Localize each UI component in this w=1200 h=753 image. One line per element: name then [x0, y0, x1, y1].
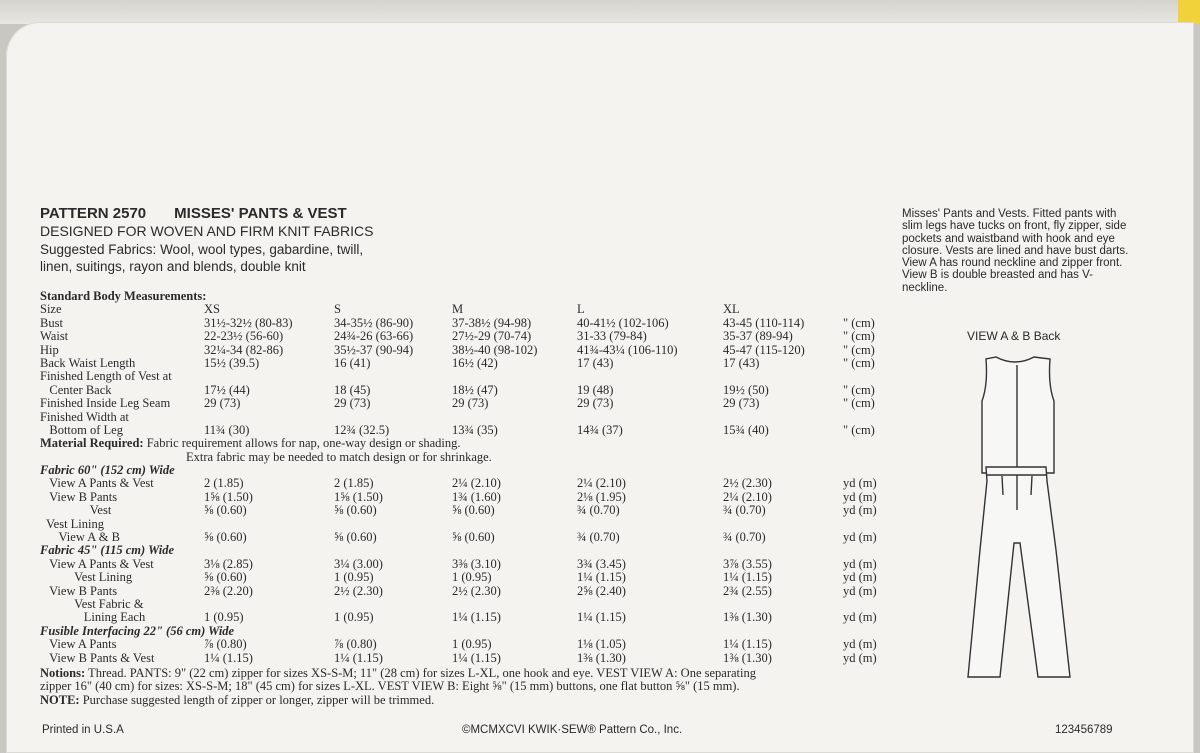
table-cell: 37-38½ (94-98): [452, 315, 532, 330]
table-cell: 27½-29 (70-74): [452, 329, 532, 344]
table-cell: 2½ (2.30): [723, 476, 772, 491]
table-row: [40, 652, 920, 665]
table-cell: ¾ (0.70): [723, 503, 766, 518]
table-cell: ¾ (0.70): [577, 530, 620, 545]
table-cell: 1⅜ (1.30): [723, 650, 772, 665]
yellow-corner-tag: [1178, 0, 1200, 24]
garment-back-drawing: [930, 345, 1100, 685]
table-cell: Vest Lining: [40, 570, 133, 585]
table-cell: 2 (1.85): [334, 476, 374, 491]
table-cell: 22-23½ (56-60): [204, 329, 284, 344]
table-cell: ¾ (0.70): [723, 530, 766, 545]
suggested-fabrics: Suggested Fabrics: Wool, wool types, gabardine, twill, linen, suitings, rayon and blends, double knit: [40, 242, 364, 274]
dart-left: [1002, 476, 1003, 495]
table-cell: yd (m): [843, 556, 877, 571]
table-cell: " (cm): [843, 355, 875, 370]
table-cell: 16 (41): [334, 355, 371, 370]
table-heading: Standard Body Measurements:: [40, 289, 207, 303]
table-cell: 29 (73): [577, 396, 614, 411]
fusible-rows: [40, 638, 920, 665]
table-row: [40, 558, 920, 571]
pattern-title: MISSES' PANTS & VEST: [174, 205, 347, 222]
pattern-code: 123456789: [1055, 724, 1113, 736]
measurement-table: [40, 290, 920, 665]
table-cell: yd (m): [843, 530, 877, 545]
table-cell: 35½-37 (90-94): [334, 342, 414, 357]
table-cell: 2¼ (2.10): [577, 476, 626, 491]
table-row: [40, 397, 920, 410]
table-cell: yd (m): [843, 489, 877, 504]
table-cell: Waist: [40, 329, 69, 344]
table-cell: 17 (43): [577, 355, 614, 370]
table-cell: XL: [723, 302, 740, 317]
material-note: Extra fabric may be needed to match design or for shrinkage.: [186, 449, 492, 464]
table-cell: 14¾ (37): [577, 422, 623, 437]
table-cell: " (cm): [843, 342, 875, 357]
fusible-heading: Fusible Interfacing 22" (56 cm) Wide: [40, 623, 235, 638]
table-cell: yd (m): [843, 637, 877, 652]
table-row: [40, 598, 920, 611]
table-cell: 18½ (47): [452, 382, 498, 397]
designed-for: DESIGNED FOR WOVEN AND FIRM KNIT FABRICS: [40, 223, 374, 239]
table-cell: 40-41½ (102-106): [577, 315, 669, 330]
table-cell: " (cm): [843, 329, 875, 344]
table-cell: View A Pants & Vest: [40, 476, 154, 491]
table-cell: " (cm): [843, 382, 875, 397]
table-cell: 1⅜ (1.30): [577, 650, 626, 665]
table-cell: 38½-40 (98-102): [452, 342, 538, 357]
fabric-45-rows: [40, 558, 920, 625]
table-cell: 1¼ (1.15): [452, 650, 501, 665]
table-cell: ⅝ (0.60): [334, 530, 377, 545]
table-cell: 2⅝ (2.40): [577, 583, 626, 598]
table-cell: yd (m): [843, 650, 877, 665]
table-cell: Vest Lining: [40, 516, 105, 531]
table-cell: Bottom of Leg: [40, 422, 123, 437]
vest-outline: [982, 357, 1054, 473]
dart-right: [1031, 476, 1032, 495]
view-label: VIEW A & B Back: [967, 329, 1061, 343]
garment-description: Misses' Pants and Vests. Fitted pants with slim legs have tucks on front, fly zipper, side pockets and waistband with hook and eye closure. Vests are lined and have bust darts. View A has round neckline and zipper front. View B is double breasted and has V-neckline.: [902, 208, 1129, 294]
table-cell: 1¼ (1.15): [204, 650, 253, 665]
table-cell: 1 (0.95): [334, 610, 374, 625]
top-strip: [0, 0, 1200, 24]
table-row: [40, 330, 920, 343]
fabric-60-heading: Fabric 60" (152 cm) Wide: [40, 463, 175, 478]
table-row: [40, 317, 920, 330]
table-cell: 2¼ (2.10): [452, 476, 501, 491]
table-cell: 1¾ (1.60): [452, 489, 501, 504]
table-cell: " (cm): [843, 396, 875, 411]
copyright: ©MCMXCVI KWIK·SEW® Pattern Co., Inc.: [462, 724, 683, 736]
table-cell: Back Waist Length: [40, 355, 136, 370]
table-cell: 2 (1.85): [204, 476, 244, 491]
table-cell: yd (m): [843, 503, 877, 518]
table-cell: 17½ (44): [204, 382, 250, 397]
table-cell: Bust: [40, 315, 63, 330]
body-measurement-rows: [40, 303, 920, 437]
table-cell: " (cm): [843, 422, 875, 437]
pants-outline: [968, 467, 1070, 677]
table-cell: 11¾ (30): [204, 422, 250, 437]
table-cell: 31-33 (79-84): [577, 329, 647, 344]
table-cell: 45-47 (115-120): [723, 342, 805, 357]
table-cell: 3⅜ (3.10): [452, 556, 501, 571]
table-cell: 16½ (42): [452, 355, 498, 370]
table-cell: 1⅛ (1.05): [577, 637, 626, 652]
table-cell: 2¼ (2.10): [723, 489, 772, 504]
table-cell: ⅝ (0.60): [452, 530, 495, 545]
table-cell: View B Pants: [40, 489, 118, 504]
table-cell: 3¼ (3.00): [334, 556, 383, 571]
table-row: [40, 303, 920, 316]
table-cell: yd (m): [843, 610, 877, 625]
fabric-45-heading: Fabric 45" (115 cm) Wide: [40, 543, 175, 558]
table-cell: Finished Length of Vest at: [40, 369, 172, 384]
table-cell: 12¾ (32.5): [334, 422, 390, 437]
table-row: [40, 585, 920, 598]
table-row: [40, 531, 920, 544]
table-cell: 29 (73): [204, 396, 241, 411]
table-cell: 1 (0.95): [452, 570, 492, 585]
table-cell: L: [577, 302, 585, 317]
table-cell: 2¾ (2.55): [723, 583, 772, 598]
table-cell: 1⅜ (1.30): [723, 610, 772, 625]
table-row: [40, 357, 920, 370]
table-row: [40, 491, 920, 504]
table-cell: 2⅛ (1.95): [577, 489, 626, 504]
table-cell: Center Back: [40, 382, 112, 397]
table-cell: 3¾ (3.45): [577, 556, 626, 571]
table-row: [40, 611, 920, 624]
table-cell: 19 (48): [577, 382, 614, 397]
table-cell: S: [334, 302, 341, 317]
table-cell: 29 (73): [334, 396, 371, 411]
table-row: [40, 384, 920, 397]
table-cell: Hip: [40, 342, 59, 357]
table-cell: 41¾-43¼ (106-110): [577, 342, 678, 357]
table-cell: 1 (0.95): [204, 610, 244, 625]
table-cell: 31½-32½ (80-83): [204, 315, 293, 330]
table-cell: ⅝ (0.60): [204, 570, 247, 585]
table-cell: ¾ (0.70): [577, 503, 620, 518]
table-cell: 18 (45): [334, 382, 371, 397]
table-cell: ⅝ (0.60): [204, 530, 247, 545]
table-cell: 29 (73): [723, 396, 760, 411]
table-row: [40, 424, 920, 437]
table-row: [40, 344, 920, 357]
table-cell: View A Pants: [40, 637, 117, 652]
table-cell: ⅞ (0.80): [334, 637, 377, 652]
table-cell: " (cm): [843, 315, 875, 330]
table-cell: yd (m): [843, 476, 877, 491]
table-cell: 35-37 (89-94): [723, 329, 793, 344]
table-cell: 15¾ (40): [723, 422, 769, 437]
table-cell: ⅞ (0.80): [204, 637, 247, 652]
fabric-60-rows: [40, 477, 920, 544]
table-cell: Lining Each: [40, 610, 146, 625]
table-cell: XS: [204, 302, 220, 317]
table-cell: 1 (0.95): [334, 570, 374, 585]
table-cell: View A Pants & Vest: [40, 556, 154, 571]
table-cell: Finished Inside Leg Seam: [40, 396, 171, 411]
table-cell: 3⅞ (3.55): [723, 556, 772, 571]
table-cell: 1⅝ (1.50): [204, 489, 253, 504]
table-cell: Vest Fabric &: [40, 596, 144, 611]
printed-in: Printed in U.S.A: [42, 724, 124, 736]
pattern-number: PATTERN 2570: [40, 205, 147, 222]
table-cell: M: [452, 302, 464, 317]
table-cell: 2⅜ (2.20): [204, 583, 253, 598]
table-row: [40, 638, 920, 651]
table-cell: 1¼ (1.15): [723, 637, 772, 652]
table-row: [40, 370, 920, 383]
table-cell: ⅝ (0.60): [204, 503, 247, 518]
table-cell: 15½ (39.5): [204, 355, 260, 370]
table-cell: 1¼ (1.15): [334, 650, 383, 665]
table-cell: 32¼-34 (82-86): [204, 342, 284, 357]
table-cell: 1¼ (1.15): [577, 570, 626, 585]
table-row: [40, 504, 920, 517]
table-cell: 34-35½ (86-90): [334, 315, 414, 330]
table-cell: ⅝ (0.60): [334, 503, 377, 518]
pattern-header: [40, 205, 560, 275]
table-cell: Finished Width at: [40, 409, 129, 424]
table-cell: View B Pants: [40, 583, 118, 598]
table-cell: 2½ (2.30): [334, 583, 383, 598]
table-cell: 1¼ (1.15): [452, 610, 501, 625]
table-cell: 2½ (2.30): [452, 583, 501, 598]
table-row: [40, 571, 920, 584]
table-cell: Size: [40, 302, 62, 317]
table-cell: 29 (73): [452, 396, 489, 411]
table-row: [40, 411, 920, 424]
material-required: Material Required: Fabric requirement allows for nap, one-way design or shading.: [40, 436, 461, 451]
table-row: [40, 518, 920, 531]
notions: Notions: Thread. PANTS: 9" (22 cm) zipper for sizes XS-S-M; 11" (28 cm) for sizes L-XL, one hook and eye. VEST VIEW A: One separating zipper 16" (40 cm) for sizes: XS-S-M; 18" (45 cm) for sizes L-XL. VEST VIEW B: Eight ⅝" (15 mm) buttons, one flat button ⅝" (15 mm). NOTE: Purchase suggested length of zipper or longer, zipper will be trimmed.: [40, 666, 756, 707]
table-cell: 3⅛ (2.85): [204, 556, 253, 571]
table-cell: 43-45 (110-114): [723, 315, 805, 330]
table-cell: 1 (0.95): [452, 637, 492, 652]
table-cell: 1¼ (1.15): [577, 610, 626, 625]
table-cell: 1¼ (1.15): [723, 570, 772, 585]
table-cell: Vest: [40, 503, 112, 518]
table-cell: 1⅝ (1.50): [334, 489, 383, 504]
table-cell: 13¾ (35): [452, 422, 498, 437]
table-cell: yd (m): [843, 583, 877, 598]
table-cell: 24¾-26 (63-66): [334, 329, 414, 344]
table-cell: 19½ (50): [723, 382, 769, 397]
table-cell: View A & B: [40, 530, 120, 545]
table-cell: ⅝ (0.60): [452, 503, 495, 518]
table-cell: yd (m): [843, 570, 877, 585]
table-cell: 17 (43): [723, 355, 760, 370]
table-cell: View B Pants & Vest: [40, 650, 155, 665]
table-row: [40, 477, 920, 490]
